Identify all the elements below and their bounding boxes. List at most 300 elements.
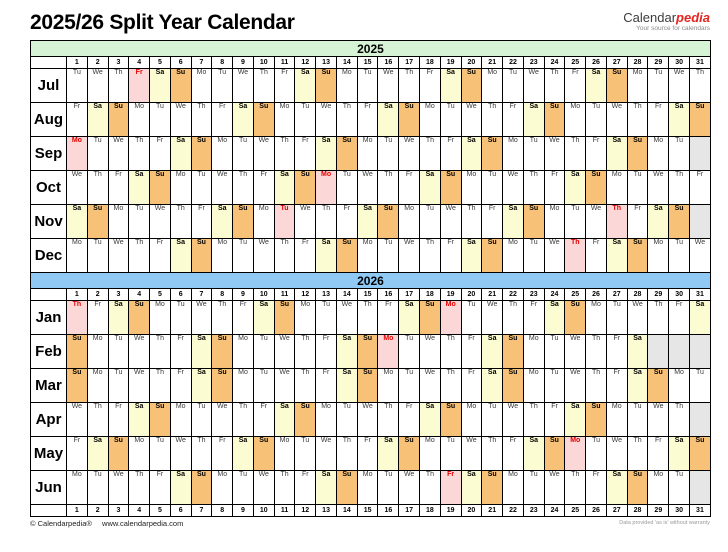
day-cell: Mo (274, 103, 295, 137)
day-cell: Mo (170, 171, 191, 205)
day-cell: Mo (648, 471, 669, 505)
day-cell: Mo (565, 103, 586, 137)
day-cell: Su (316, 69, 337, 103)
day-cell: Fr (295, 471, 316, 505)
day-number-row (31, 505, 711, 517)
day-cell: Sa (129, 171, 150, 205)
day-cell: We (399, 137, 420, 171)
day-number-cell: 13 (316, 505, 337, 517)
day-cell: Fr (606, 335, 627, 369)
day-cell: Su (274, 301, 295, 335)
day-number-cell: 31 (689, 289, 710, 301)
month-row (31, 171, 711, 205)
day-cell: Mo (108, 205, 129, 239)
day-cell: We (378, 69, 399, 103)
day-cell: Tu (627, 403, 648, 437)
day-cell: Mo (87, 369, 108, 403)
day-cell: Tu (420, 205, 441, 239)
day-cell: Fr (253, 171, 274, 205)
day-cell: Fr (336, 205, 357, 239)
month-row (31, 239, 711, 273)
day-number-cell: 30 (669, 57, 690, 69)
day-number-cell: 23 (523, 289, 544, 301)
day-cell: We (523, 69, 544, 103)
year-banner-row (31, 41, 711, 57)
day-cell: Tu (378, 239, 399, 273)
day-number-cell: 26 (586, 289, 607, 301)
day-cell: Tu (150, 103, 171, 137)
day-cell: Mo (503, 239, 524, 273)
day-cell: We (212, 171, 233, 205)
month-row (31, 335, 711, 369)
day-cell: We (150, 205, 171, 239)
day-number-cell: 8 (212, 505, 233, 517)
day-cell: Th (87, 403, 108, 437)
day-cell: Tu (523, 471, 544, 505)
day-cell: Tu (87, 239, 108, 273)
day-cell: Mo (606, 403, 627, 437)
day-cell: Fr (544, 171, 565, 205)
day-cell: Su (627, 137, 648, 171)
day-cell: Tu (253, 335, 274, 369)
day-number-cell: 2 (87, 505, 108, 517)
day-cell: Th (191, 437, 212, 471)
day-cell: Th (316, 205, 337, 239)
day-number-cell: 11 (274, 289, 295, 301)
day-cell: We (669, 69, 690, 103)
day-cell: Th (336, 103, 357, 137)
corner-cell (31, 505, 67, 517)
day-number-row (31, 289, 711, 301)
day-cell: We (129, 369, 150, 403)
corner-cell (31, 289, 67, 301)
day-cell: Sa (627, 335, 648, 369)
day-cell: Su (295, 171, 316, 205)
day-number-cell: 28 (627, 289, 648, 301)
day-cell: Mo (233, 369, 254, 403)
month-label: Oct (31, 171, 67, 205)
calendarpedia-logo (623, 11, 710, 32)
day-cell: Sa (378, 103, 399, 137)
year-banner-row (31, 273, 711, 289)
day-cell: Fr (648, 437, 669, 471)
day-cell: Th (461, 205, 482, 239)
day-cell: Fr (586, 239, 607, 273)
day-cell: Sa (316, 239, 337, 273)
day-cell: Su (544, 103, 565, 137)
day-cell: Th (523, 171, 544, 205)
day-cell: Tu (233, 239, 254, 273)
day-cell: Su (586, 403, 607, 437)
day-cell: Sa (523, 437, 544, 471)
day-number-cell: 12 (295, 57, 316, 69)
day-cell: Su (212, 369, 233, 403)
day-cell: Su (191, 239, 212, 273)
day-number-cell: 5 (150, 289, 171, 301)
day-number-cell: 9 (233, 289, 254, 301)
day-cell (669, 335, 690, 369)
day-cell: Su (482, 239, 503, 273)
month-row (31, 301, 711, 335)
day-cell: Th (336, 437, 357, 471)
day-cell: Su (420, 301, 441, 335)
day-cell: Su (482, 471, 503, 505)
day-cell: Sa (274, 171, 295, 205)
day-number-cell: 28 (627, 505, 648, 517)
day-cell: Sa (67, 205, 88, 239)
day-cell: We (129, 335, 150, 369)
day-cell: We (67, 403, 88, 437)
day-cell: Sa (170, 471, 191, 505)
day-cell: Mo (503, 137, 524, 171)
day-cell: Tu (440, 103, 461, 137)
day-cell: We (503, 171, 524, 205)
day-number-cell: 19 (440, 289, 461, 301)
day-number-cell: 4 (129, 57, 150, 69)
day-cell: Th (274, 471, 295, 505)
day-cell: Mo (129, 437, 150, 471)
day-cell: Mo (87, 335, 108, 369)
day-cell: We (503, 403, 524, 437)
day-cell: Sa (212, 205, 233, 239)
day-cell: We (648, 403, 669, 437)
day-cell: Su (461, 69, 482, 103)
day-number-cell: 18 (420, 289, 441, 301)
day-cell: We (274, 369, 295, 403)
day-cell: Tu (669, 471, 690, 505)
day-cell: Fr (523, 301, 544, 335)
day-cell: Th (586, 335, 607, 369)
day-cell: Sa (316, 471, 337, 505)
day-cell: Fr (357, 437, 378, 471)
day-cell: We (544, 239, 565, 273)
day-cell: Fr (316, 335, 337, 369)
day-cell: Th (212, 301, 233, 335)
day-number-cell: 2 (87, 289, 108, 301)
day-cell: Su (336, 239, 357, 273)
day-cell: Su (627, 471, 648, 505)
day-cell: Fr (253, 403, 274, 437)
day-cell: We (108, 137, 129, 171)
day-cell: Tu (212, 69, 233, 103)
day-number-cell: 6 (170, 505, 191, 517)
day-cell: We (565, 369, 586, 403)
day-cell: We (648, 171, 669, 205)
day-number-cell: 22 (503, 505, 524, 517)
day-cell: We (606, 437, 627, 471)
day-cell: Th (67, 301, 88, 335)
day-cell: Mo (274, 437, 295, 471)
day-cell: Tu (67, 69, 88, 103)
day-cell: Fr (108, 171, 129, 205)
day-cell: We (295, 205, 316, 239)
day-cell: Sa (461, 137, 482, 171)
day-number-cell: 26 (586, 57, 607, 69)
day-cell: We (461, 103, 482, 137)
day-cell: Sa (565, 171, 586, 205)
copyright-text: © Calendarpedia® (30, 519, 92, 528)
day-cell: Tu (461, 301, 482, 335)
day-cell: Su (689, 103, 710, 137)
day-cell: Sa (503, 205, 524, 239)
day-cell: Sa (150, 69, 171, 103)
day-cell: Sa (606, 471, 627, 505)
day-cell: Fr (150, 137, 171, 171)
day-cell: Tu (253, 369, 274, 403)
day-number-cell: 24 (544, 505, 565, 517)
day-cell: We (565, 335, 586, 369)
day-cell: Mo (357, 471, 378, 505)
day-cell: Sa (586, 69, 607, 103)
day-cell: Su (170, 69, 191, 103)
day-cell: Tu (295, 437, 316, 471)
day-cell: Th (129, 137, 150, 171)
day-number-cell: 17 (399, 57, 420, 69)
day-cell: We (606, 103, 627, 137)
day-number-cell: 7 (191, 57, 212, 69)
day-cell: Tu (378, 137, 399, 171)
day-number-cell: 25 (565, 289, 586, 301)
day-cell: Sa (420, 171, 441, 205)
day-cell: Mo (503, 471, 524, 505)
day-cell: We (586, 205, 607, 239)
day-cell: Sa (336, 369, 357, 403)
day-cell: Su (191, 137, 212, 171)
day-cell: Th (191, 103, 212, 137)
day-cell: Th (440, 369, 461, 403)
day-cell: Su (87, 205, 108, 239)
day-cell: Mo (316, 171, 337, 205)
day-number-cell: 4 (129, 505, 150, 517)
day-cell: Th (440, 335, 461, 369)
logo-text: Calendar (623, 10, 677, 25)
day-cell: We (108, 471, 129, 505)
day-number-cell: 24 (544, 57, 565, 69)
day-cell: Th (378, 171, 399, 205)
day-cell: Fr (150, 471, 171, 505)
day-cell: Su (440, 171, 461, 205)
day-number-cell: 18 (420, 57, 441, 69)
month-row (31, 403, 711, 437)
month-label: Mar (31, 369, 67, 403)
day-number-cell: 7 (191, 289, 212, 301)
month-label: Jan (31, 301, 67, 335)
day-cell: Su (565, 301, 586, 335)
day-number-cell: 18 (420, 505, 441, 517)
month-row (31, 205, 711, 239)
day-cell: We (357, 171, 378, 205)
day-cell: Fr (399, 171, 420, 205)
day-cell: Tu (336, 403, 357, 437)
disclaimer-text: Data provided 'as is' without warranty (619, 520, 710, 526)
day-cell: Th (87, 171, 108, 205)
day-cell: Su (586, 171, 607, 205)
calendar-body (31, 41, 711, 517)
day-cell: Mo (627, 69, 648, 103)
day-cell: Su (440, 403, 461, 437)
day-cell: Su (648, 369, 669, 403)
day-cell: Sa (399, 301, 420, 335)
day-number-cell: 24 (544, 289, 565, 301)
day-cell (689, 471, 710, 505)
day-cell: Su (689, 437, 710, 471)
day-cell: Tu (316, 301, 337, 335)
day-cell: Tu (399, 369, 420, 403)
footer-credits (30, 519, 183, 528)
day-cell: Th (108, 69, 129, 103)
day-cell: Mo (212, 137, 233, 171)
day-cell: Tu (523, 137, 544, 171)
month-row (31, 69, 711, 103)
day-number-cell: 22 (503, 289, 524, 301)
day-number-cell: 4 (129, 289, 150, 301)
day-number-cell: 27 (606, 57, 627, 69)
day-cell: Tu (191, 403, 212, 437)
day-cell: Tu (586, 103, 607, 137)
day-cell: Fr (67, 103, 88, 137)
day-cell: Sa (482, 335, 503, 369)
page-header (30, 5, 710, 35)
day-number-cell: 30 (669, 505, 690, 517)
day-cell: Mo (67, 137, 88, 171)
month-label: Jul (31, 69, 67, 103)
day-cell: Tu (191, 171, 212, 205)
day-cell: Su (627, 239, 648, 273)
day-cell: Fr (440, 137, 461, 171)
month-row (31, 369, 711, 403)
day-cell: Sa (461, 239, 482, 273)
day-number-cell: 16 (378, 57, 399, 69)
website-link[interactable]: www.calendarpedia.com (102, 519, 184, 528)
day-cell: Mo (253, 205, 274, 239)
day-cell: We (253, 137, 274, 171)
day-cell: Mo (212, 239, 233, 273)
day-cell: Fr (586, 137, 607, 171)
month-label: Feb (31, 335, 67, 369)
day-cell: Fr (544, 403, 565, 437)
day-number-cell: 23 (523, 505, 544, 517)
day-cell: Su (150, 403, 171, 437)
day-number-cell: 22 (503, 57, 524, 69)
day-cell: Mo (357, 137, 378, 171)
day-cell: Tu (378, 471, 399, 505)
day-cell: Th (233, 403, 254, 437)
day-cell: Tu (648, 69, 669, 103)
day-cell: We (233, 69, 254, 103)
day-cell: Tu (482, 171, 503, 205)
day-cell: Mo (565, 437, 586, 471)
day-cell: Sa (170, 239, 191, 273)
day-cell: Fr (212, 437, 233, 471)
day-cell: Tu (627, 171, 648, 205)
day-cell: Fr (627, 205, 648, 239)
day-cell: We (399, 239, 420, 273)
day-cell: We (274, 335, 295, 369)
day-cell: Fr (357, 103, 378, 137)
day-number-cell: 1 (67, 289, 88, 301)
day-cell: Th (378, 403, 399, 437)
day-cell: Sa (482, 369, 503, 403)
day-number-cell: 25 (565, 505, 586, 517)
day-cell: Th (523, 403, 544, 437)
day-cell: Sa (191, 369, 212, 403)
day-cell: Sa (606, 239, 627, 273)
day-cell: Sa (233, 103, 254, 137)
day-number-cell: 19 (440, 505, 461, 517)
day-cell: Fr (150, 239, 171, 273)
day-number-cell: 16 (378, 289, 399, 301)
day-cell: Mo (399, 205, 420, 239)
day-cell: We (336, 301, 357, 335)
day-number-cell: 6 (170, 57, 191, 69)
day-cell: Fr (586, 471, 607, 505)
day-cell: We (689, 239, 710, 273)
calendar-table (30, 40, 711, 517)
day-cell: Mo (378, 335, 399, 369)
day-cell: Mo (67, 471, 88, 505)
day-number-cell: 31 (689, 57, 710, 69)
day-cell: Sa (191, 335, 212, 369)
day-number-cell: 20 (461, 57, 482, 69)
month-label: Sep (31, 137, 67, 171)
day-cell: Su (212, 335, 233, 369)
logo-wordmark (623, 11, 710, 24)
day-cell: Tu (669, 239, 690, 273)
day-cell: Su (150, 171, 171, 205)
day-cell: Th (503, 301, 524, 335)
day-cell: Mo (67, 239, 88, 273)
day-cell: Tu (87, 137, 108, 171)
day-number-cell: 13 (316, 289, 337, 301)
day-cell: We (399, 471, 420, 505)
day-number-cell: 1 (67, 505, 88, 517)
day-cell: Su (503, 335, 524, 369)
day-number-cell: 27 (606, 289, 627, 301)
day-cell: Su (606, 69, 627, 103)
day-cell: Th (420, 239, 441, 273)
day-number-cell: 10 (253, 289, 274, 301)
day-cell (689, 205, 710, 239)
day-cell: Su (67, 369, 88, 403)
day-cell: We (108, 239, 129, 273)
day-cell: Sa (544, 301, 565, 335)
day-cell: Fr (191, 205, 212, 239)
day-cell: Tu (399, 335, 420, 369)
day-number-cell: 31 (689, 505, 710, 517)
day-cell: Tu (295, 103, 316, 137)
day-cell: Fr (565, 69, 586, 103)
day-number-cell: 9 (233, 57, 254, 69)
day-cell: We (316, 437, 337, 471)
day-cell: Th (420, 137, 441, 171)
day-cell: We (420, 369, 441, 403)
day-cell: Fr (274, 69, 295, 103)
day-number-cell: 13 (316, 57, 337, 69)
day-cell: Sa (233, 437, 254, 471)
day-number-cell: 12 (295, 289, 316, 301)
day-cell: Mo (461, 171, 482, 205)
day-number-cell: 20 (461, 289, 482, 301)
day-cell: Th (150, 369, 171, 403)
day-number-cell: 9 (233, 505, 254, 517)
page-footer (30, 519, 710, 528)
day-cell: Su (295, 403, 316, 437)
day-cell: Tu (170, 301, 191, 335)
day-cell: Mo (150, 301, 171, 335)
day-cell: Sa (87, 103, 108, 137)
day-number-cell: 11 (274, 57, 295, 69)
day-cell: Tu (523, 239, 544, 273)
